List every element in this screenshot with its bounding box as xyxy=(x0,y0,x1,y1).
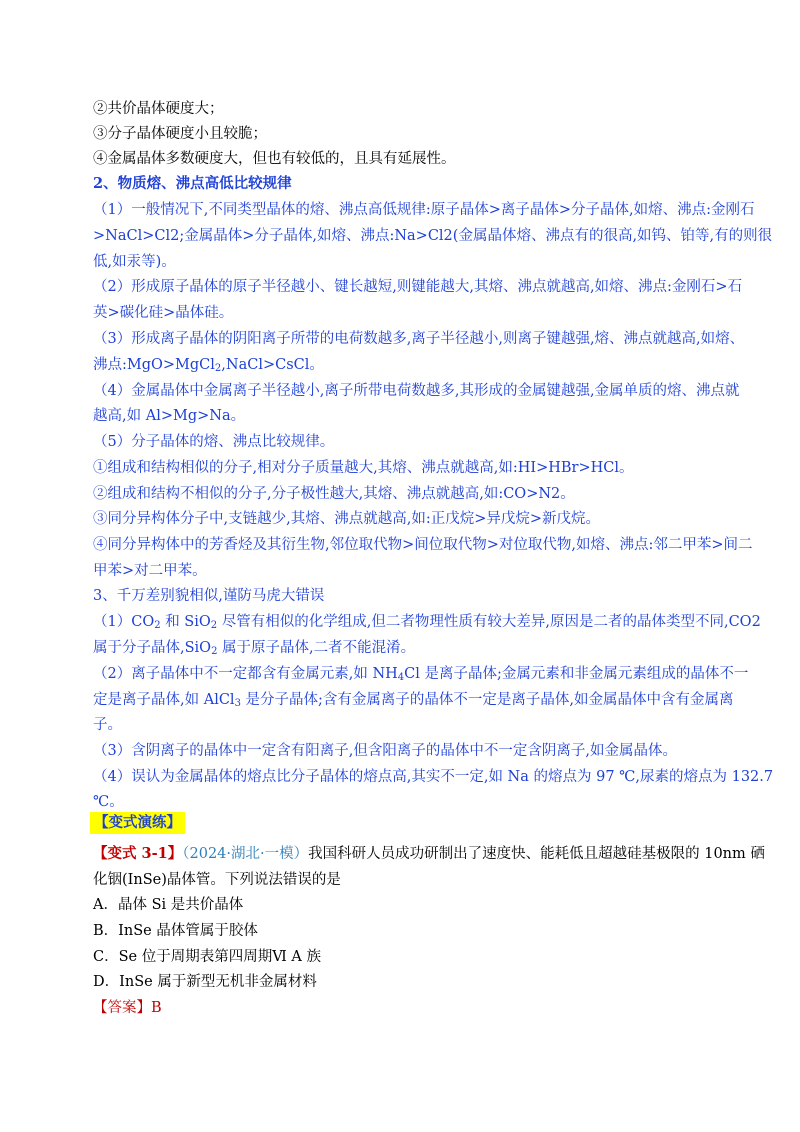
subscript: 3 xyxy=(234,698,241,709)
subscript: 2 xyxy=(211,646,218,657)
text-line: 低,如汞等)。 xyxy=(93,254,176,270)
answer-line xyxy=(93,998,162,1018)
text-line xyxy=(93,690,734,714)
text-fragment: 是分子晶体;含有金属离子的晶体不一定是离子晶体,如金属晶体中含有金属离 xyxy=(240,692,734,708)
subscript: 2 xyxy=(154,620,161,631)
practice-section-tag: 【变式演练】 xyxy=(90,812,185,834)
subscript: 2 xyxy=(214,363,222,374)
text-line xyxy=(93,612,761,636)
text-line: （3）含阴离子的晶体中一定含有阳离子,但含阳离子的晶体中不一定含阴离子,如金属晶体。 xyxy=(93,743,677,759)
text-line: ④同分异构体中的芳香烃及其衍生物,邻位取代物>间位取代物>对位取代物,如熔、沸点:邻二甲苯>间二 xyxy=(93,537,753,553)
section-heading: 2、物质熔、沸点高低比较规律 xyxy=(93,175,292,192)
text-line: （1）一般情况下,不同类型晶体的熔、沸点高低规律:原子晶体>离子晶体>分子晶体,如熔、沸点:金刚石 xyxy=(93,202,755,218)
text-line: ①组成和结构相似的分子,相对分子质量越大,其熔、沸点就越高,如:HI>HBr>HCl。 xyxy=(93,460,634,476)
option-a: A．晶体 Si 是共价晶体 xyxy=(93,897,244,913)
option-c: C．Se 位于周期表第四周期Ⅵ A 族 xyxy=(93,949,321,965)
text-line: （3）形成离子晶体的阴阳离子所带的电荷数越多,离子半径越小,则离子键越强,熔、沸点就越高,如熔、 xyxy=(93,331,745,347)
text-fragment: 尽管有相似的化学组成,但二者物理性质有较大差异,原因是二者的晶体类型不同,CO2 xyxy=(217,614,761,630)
text-fragment: ,NaCl>CsCl。 xyxy=(221,357,324,373)
text-line: （4）金属晶体中金属离子半径越小,离子所带电荷数越多,其形成的金属键越强,金属单质的熔、沸点就 xyxy=(93,383,740,399)
text-line xyxy=(93,638,415,662)
text-fragment: 属于原子晶体,二者不能混淆。 xyxy=(217,640,416,656)
question-source: （2024·湖北·一模） xyxy=(182,846,309,862)
question-stem-text: 我国科研人员成功研制出了速度快、能耗低且超越硅基极限的 10nm 硒 xyxy=(308,846,765,862)
text-fragment: （1）CO xyxy=(93,614,155,630)
text-line xyxy=(93,355,324,379)
text-line: ②共价晶体硬度大； xyxy=(93,101,224,117)
answer-value: B xyxy=(151,1000,162,1016)
subscript: 4 xyxy=(397,672,405,683)
question-stem: 化铟(InSe)晶体管。下列说法错误的是 xyxy=(93,872,341,888)
text-line xyxy=(93,664,748,688)
option-b: B．InSe 晶体管属于胶体 xyxy=(93,923,258,939)
option-d: D．InSe 属于新型无机非金属材料 xyxy=(93,974,317,990)
text-line: （2）形成原子晶体的原子半径越小、键长越短,则键能越大,其熔、沸点就越高,如熔、沸点:金刚石>石 xyxy=(93,279,743,295)
text-fragment: Cl 是离子晶体;金属元素和非金属元素组成的晶体不一 xyxy=(404,666,749,682)
text-line: （5）分子晶体的熔、沸点比较规律。 xyxy=(93,434,335,450)
text-line: 英>碳化硅>晶体硅。 xyxy=(93,305,234,321)
answer-label: 【答案】 xyxy=(93,1000,151,1016)
text-line: ③分子晶体硬度小且较脆； xyxy=(93,126,267,142)
text-line: ℃。 xyxy=(93,794,124,810)
text-line: >NaCl>Cl2;金属晶体>分子晶体,如熔、沸点:Na>Cl2(金属晶体熔、沸点有的很高,如钨、铂等,有的则很 xyxy=(93,228,773,244)
question-stem xyxy=(93,844,765,864)
text-fragment: 定是离子晶体,如 AlCl xyxy=(93,692,235,708)
text-line: ④金属晶体多数硬度大，但也有较低的，且具有延展性。 xyxy=(93,151,456,167)
text-line: 越高,如 Al>Mg>Na。 xyxy=(93,408,246,424)
text-line: 甲苯>对二甲苯。 xyxy=(93,563,207,579)
text-line: ②组成和结构不相似的分子,分子极性越大,其熔、沸点就越高,如:CO>N2。 xyxy=(93,486,575,502)
text-fragment: 属于分子晶体,SiO xyxy=(93,640,212,656)
text-fragment: 和 SiO xyxy=(160,614,211,630)
section-heading: 3、千万差别貌相似,谨防马虎大错误 xyxy=(93,588,325,604)
text-line: 子。 xyxy=(93,717,122,733)
text-line: ③同分异构体分子中,支链越少,其熔、沸点就越高,如:正戊烷>异戊烷>新戊烷。 xyxy=(93,511,601,527)
text-fragment: 沸点:MgO>MgCl xyxy=(93,357,215,373)
question-tag: 【变式 3-1】 xyxy=(93,845,183,862)
subscript: 2 xyxy=(210,620,218,631)
text-fragment: （2）离子晶体中不一定都含有金属元素,如 NH xyxy=(93,666,398,682)
text-line: （4）误认为金属晶体的熔点比分子晶体的熔点高,其实不一定,如 Na 的熔点为 97 ℃,尿素的熔点为 132.7 xyxy=(93,769,774,785)
